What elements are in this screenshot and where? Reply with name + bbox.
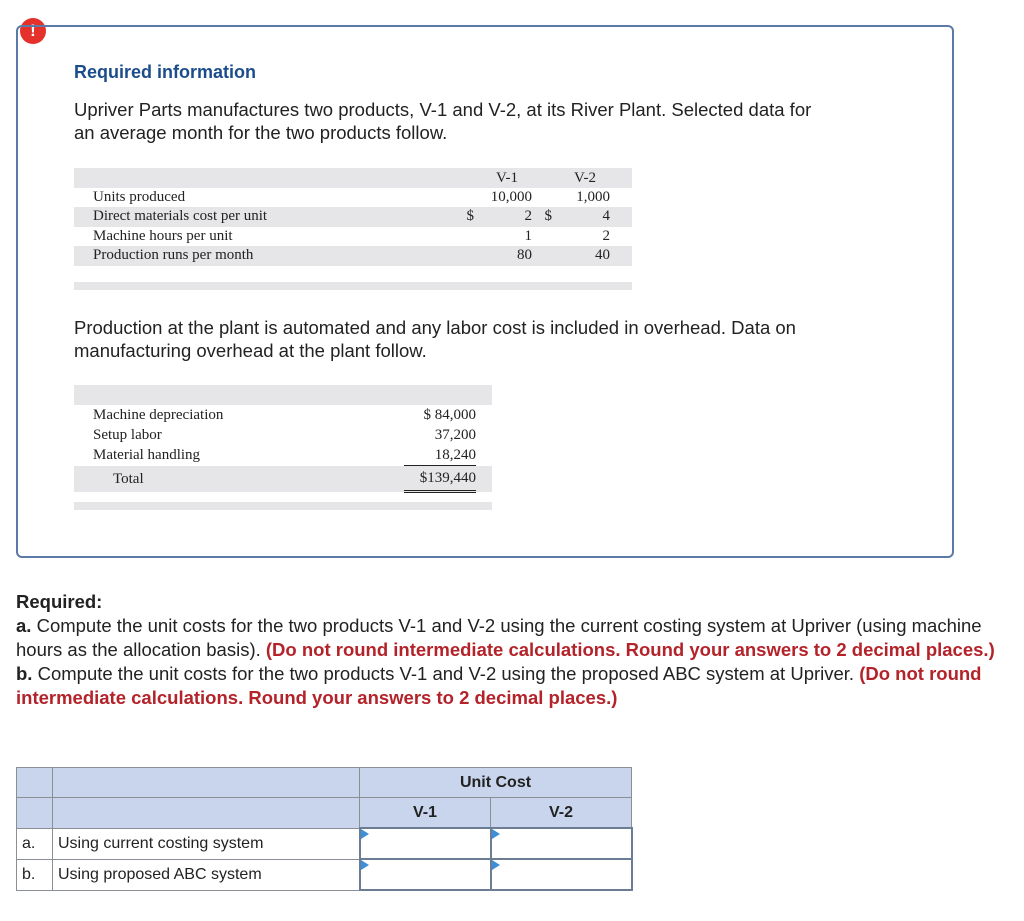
current-v1-input[interactable] — [361, 830, 490, 857]
current-v2-input[interactable] — [492, 830, 631, 857]
table-row — [74, 492, 492, 503]
answer-table — [16, 767, 633, 891]
requirement-a: a. Compute the unit costs for the two products V-1 and V-2 using the current costing system at Upriver (using machine hours as the allocation basis). (Do not round intermediate calculations. Round your answers to 2 decimal places.) — [16, 615, 995, 660]
required-section — [16, 590, 1006, 710]
table-row — [74, 502, 492, 510]
required-heading: Required: — [16, 591, 103, 612]
table-row: Production runs per month 80 40 — [74, 246, 632, 266]
table-row — [74, 266, 632, 282]
intro-line-2: an average month for the two products follow. — [74, 122, 448, 143]
overhead-table — [74, 385, 492, 510]
unit-cost-header: Unit Cost — [360, 768, 632, 798]
alert-icon: ! — [20, 18, 46, 44]
input-marker-icon — [492, 860, 500, 870]
info-title: Required information — [74, 62, 257, 82]
intro-paragraph — [74, 98, 914, 144]
table-row: Setup labor 37,200 — [93, 427, 476, 443]
table-row: Units produced 10,000 1,000 — [93, 188, 610, 205]
abc-v2-input[interactable] — [492, 861, 631, 888]
table-row: Material handling 18,240 — [74, 445, 492, 466]
abc-v1-input[interactable] — [361, 861, 490, 888]
table-row: Direct materials cost per unit $ 2 $ 4 — [74, 207, 632, 227]
overhead-line-2: manufacturing overhead at the plant follow. — [74, 340, 427, 361]
table-row — [74, 282, 632, 290]
table-row: Total $139,440 — [74, 466, 492, 492]
col-header-v2: V-2 — [574, 169, 596, 186]
answer-col-v1: V-1 — [360, 798, 491, 829]
intro-line-1: Upriver Parts manufactures two products, V-1 and V-2, at its River Plant. Selected data for — [74, 99, 812, 120]
input-marker-icon — [361, 829, 369, 839]
answer-col-v2: V-2 — [491, 798, 632, 829]
table-row: Machine depreciation $ 84,000 — [93, 407, 476, 423]
requirement-b: b. Compute the unit costs for the two products V-1 and V-2 using the proposed ABC system at Upriver. (Do not round intermediate calculations. Round your answers to 2 decimal places.) — [16, 663, 982, 708]
product-data-table — [74, 168, 632, 290]
input-marker-icon — [361, 860, 369, 870]
overhead-paragraph — [74, 316, 914, 362]
table-row: b. Using proposed ABC system — [17, 859, 632, 890]
col-header-v1: V-1 — [496, 169, 518, 186]
overhead-line-1: Production at the plant is automated and any labor cost is included in overhead. Data on — [74, 317, 796, 338]
input-marker-icon — [492, 829, 500, 839]
table-row: Machine hours per unit 1 2 — [93, 227, 610, 244]
table-row: a. Using current costing system — [17, 828, 632, 859]
